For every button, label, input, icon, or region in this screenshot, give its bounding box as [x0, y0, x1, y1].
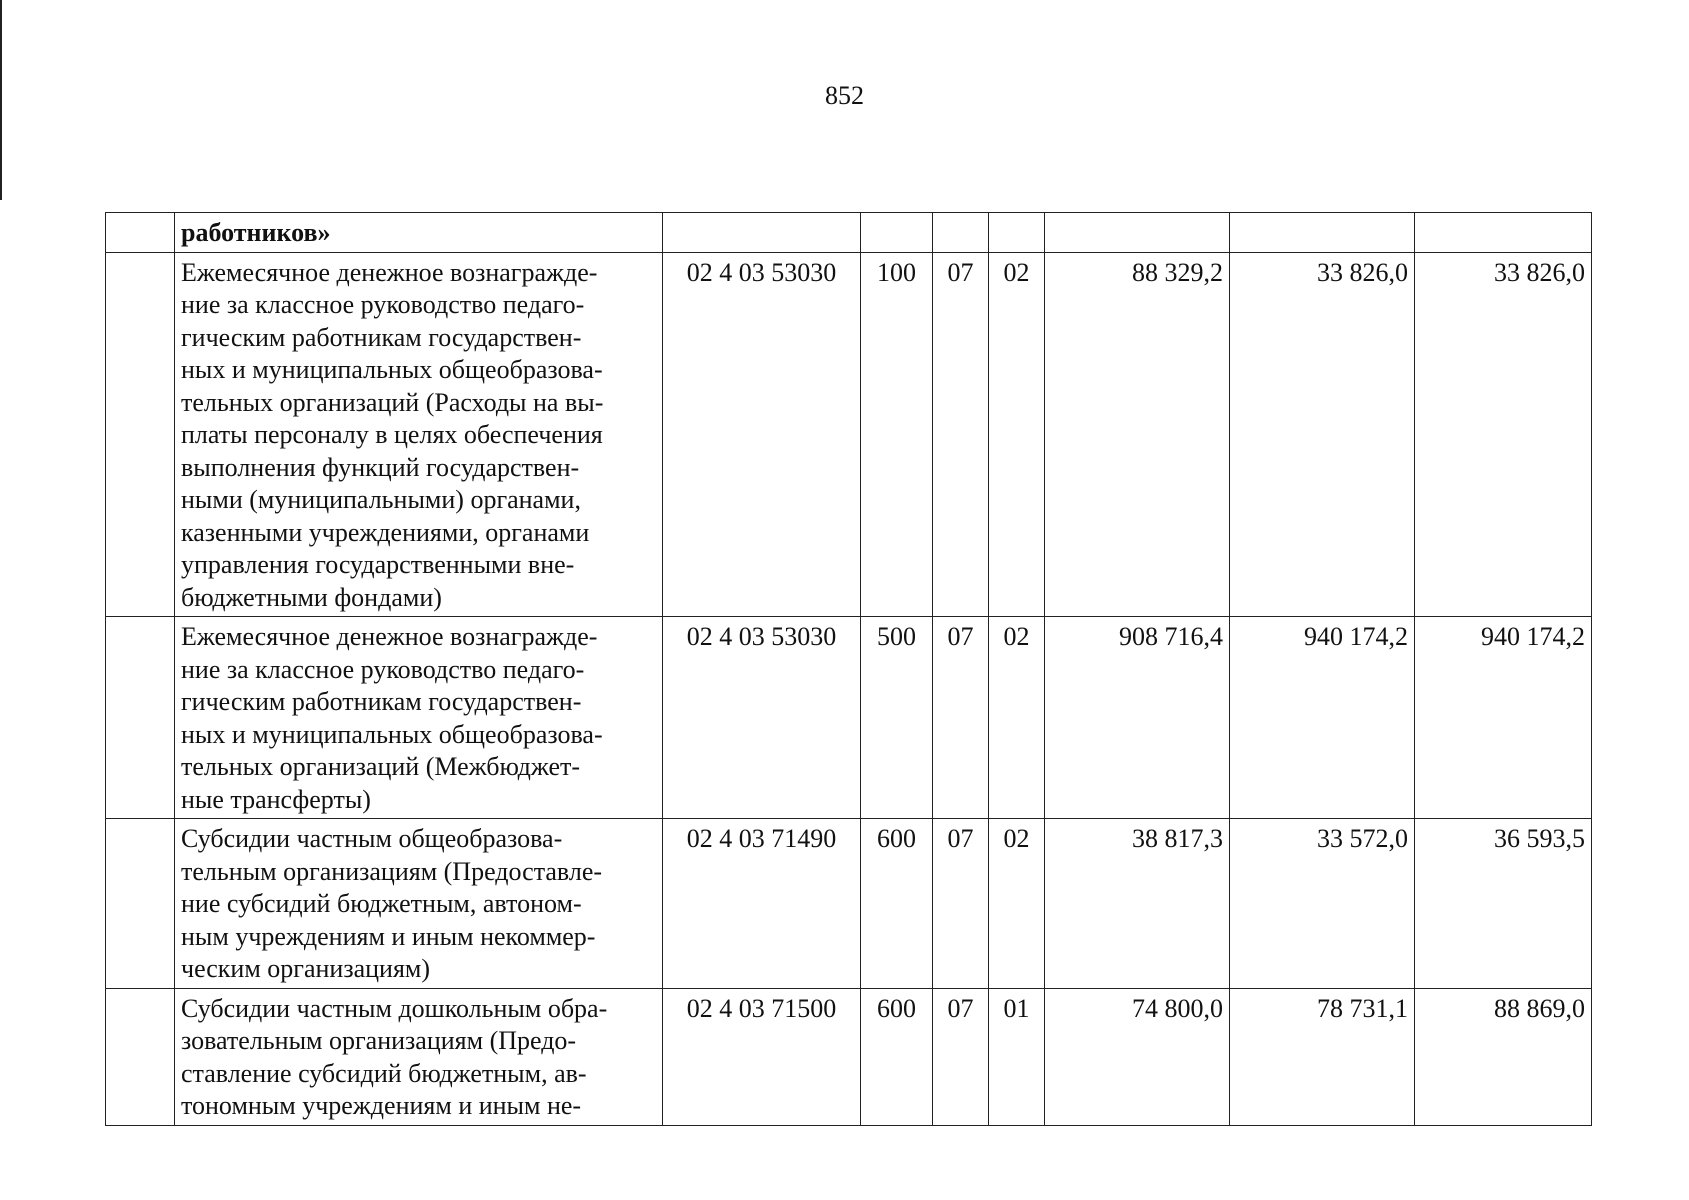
target-code-cell: 02 4 03 53030	[663, 617, 861, 819]
description-line: ными (муниципальными) органами,	[181, 485, 581, 514]
table-row-continuation	[106, 213, 1592, 253]
description-line: управления государственными вне-	[181, 550, 575, 579]
description-line: бюджетными фондами)	[181, 582, 442, 612]
description-cell	[175, 617, 663, 819]
amount-3-cell: 940 174,2	[1415, 617, 1592, 819]
expense-type-cell: 500	[861, 617, 933, 819]
amount-3-cell: 36 593,5	[1415, 819, 1592, 989]
description-line: ние субсидий бюджетным, автоном-	[181, 889, 582, 918]
description-line: ние за классное руководство педаго-	[181, 290, 585, 319]
target-code-cell: 02 4 03 53030	[663, 252, 861, 617]
expense-type-cell: 600	[861, 988, 933, 1125]
subsection-cell	[989, 213, 1045, 253]
table-row	[106, 819, 1592, 989]
amount-3-cell: 88 869,0	[1415, 988, 1592, 1125]
description-line: ным учреждениям и иным некоммер-	[181, 921, 596, 951]
description-cell	[175, 988, 663, 1125]
amount-2-cell: 33 826,0	[1230, 252, 1415, 617]
description-line: ческим организациям)	[181, 954, 431, 983]
page-number: 852	[825, 81, 864, 110]
amount-1-cell: 908 716,4	[1045, 617, 1230, 819]
amount-1-cell: 88 329,2	[1045, 252, 1230, 617]
description-line: выполнения функций государствен-	[181, 452, 580, 482]
amount-2-cell: 940 174,2	[1230, 617, 1415, 819]
target-code-cell: 02 4 03 71490	[663, 819, 861, 989]
description-line: ных и муниципальных общеобразова-	[181, 355, 603, 384]
subsection-cell: 02	[989, 252, 1045, 617]
section-cell: 07	[933, 988, 989, 1125]
description-line: тономным учреждениям и иным не-	[181, 1091, 582, 1120]
description-line: тельных организаций (Расходы на вы-	[181, 387, 604, 417]
target-code-cell	[663, 213, 861, 253]
subsection-cell: 02	[989, 617, 1045, 819]
row-number-cell	[106, 819, 175, 989]
description-line: тельным организациям (Предоставле-	[181, 856, 603, 886]
row-number-cell	[106, 213, 175, 253]
expense-type-cell	[861, 213, 933, 253]
description-line: казенными учреждениями, органами	[181, 517, 590, 547]
description-cell	[175, 819, 663, 989]
description-line: зовательным организациям (Предо-	[181, 1026, 577, 1055]
description-line: ставление субсидий бюджетным, ав-	[181, 1058, 587, 1088]
row-number-cell	[106, 988, 175, 1125]
section-cell	[933, 213, 989, 253]
table-row	[106, 988, 1592, 1125]
amount-1-cell: 74 800,0	[1045, 988, 1230, 1125]
section-cell: 07	[933, 617, 989, 819]
amount-2-cell: 33 572,0	[1230, 819, 1415, 989]
amount-3-cell: 33 826,0	[1415, 252, 1592, 617]
section-cell: 07	[933, 252, 989, 617]
subsection-cell: 02	[989, 819, 1045, 989]
amount-2-cell: 78 731,1	[1230, 988, 1415, 1125]
description-cell	[175, 252, 663, 617]
description-line: тельных организаций (Межбюджет-	[181, 752, 581, 781]
description-line: Субсидии частным дошкольным обра-	[181, 993, 608, 1023]
budget-table	[105, 212, 1592, 1126]
description-line: платы персоналу в целях обеспечения	[181, 420, 603, 449]
amount-1-cell: 38 817,3	[1045, 819, 1230, 989]
description-line: ных и муниципальных общеобразова-	[181, 719, 603, 749]
target-code-cell: 02 4 03 71500	[663, 988, 861, 1125]
table-row	[106, 252, 1592, 617]
description-line: ние за классное руководство педаго-	[181, 654, 585, 684]
description-line: Ежемесячное денежное вознагражде-	[181, 257, 598, 287]
amount-3-cell	[1415, 213, 1592, 253]
description-cell: работников»	[175, 213, 663, 253]
description-line: гическим работникам государствен-	[181, 322, 582, 352]
row-number-cell	[106, 617, 175, 819]
subsection-cell: 01	[989, 988, 1045, 1125]
row-number-cell	[106, 252, 175, 617]
description-line: гическим работникам государствен-	[181, 687, 582, 716]
amount-2-cell	[1230, 213, 1415, 253]
table-row	[106, 617, 1592, 819]
section-cell: 07	[933, 819, 989, 989]
description-line: Субсидии частным общеобразова-	[181, 824, 563, 853]
expense-type-cell: 600	[861, 819, 933, 989]
expense-type-cell: 100	[861, 252, 933, 617]
description-line: Ежемесячное денежное вознагражде-	[181, 622, 598, 651]
amount-1-cell	[1045, 213, 1230, 253]
description-line: ные трансферты)	[181, 784, 371, 814]
